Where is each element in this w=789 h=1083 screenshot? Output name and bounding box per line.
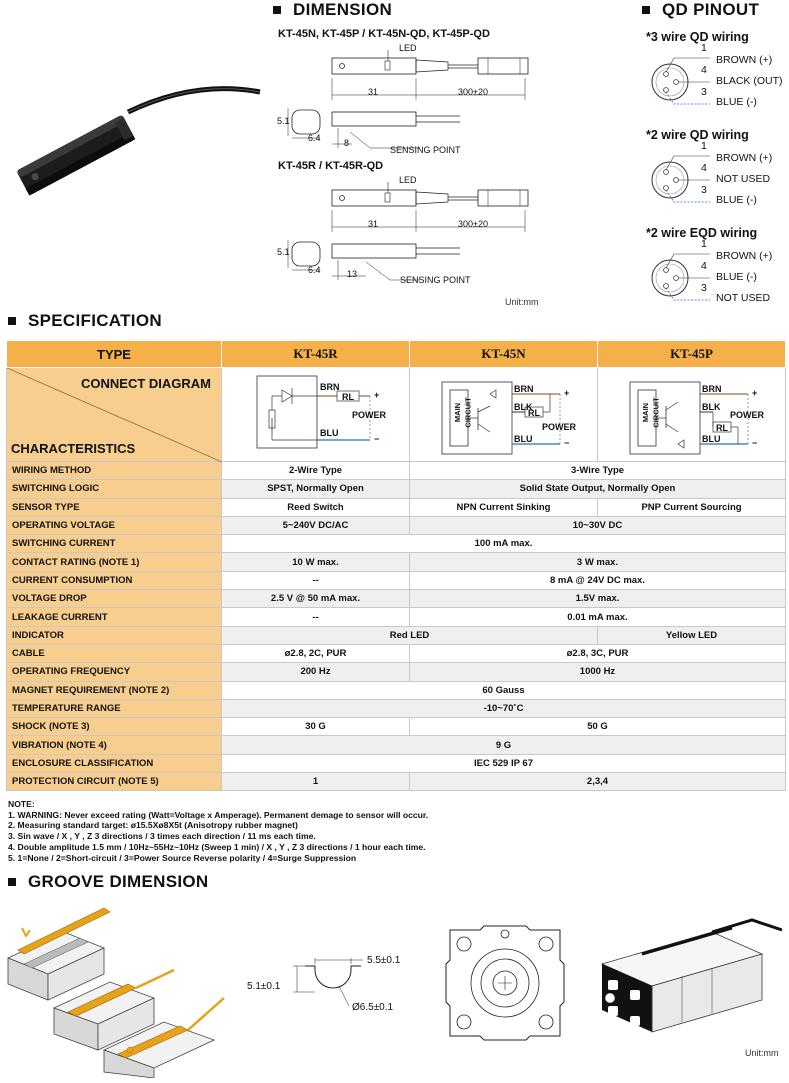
- spec-row: [7, 480, 786, 498]
- specification-title-text: SPECIFICATION: [28, 311, 162, 330]
- spec-value: 10~30V DC: [410, 516, 786, 534]
- spec-label: PROTECTION CIRCUIT (NOTE 5): [7, 773, 222, 791]
- note-line: 5. 1=None / 2=Short-circuit / 3=Power Source Reverse polarity / 4=Surge Suppression: [8, 852, 357, 863]
- height-51-b: 5.1: [277, 247, 290, 257]
- height-51-a: 5.1: [277, 116, 290, 126]
- width-64-b: 6.4: [308, 265, 321, 275]
- groove-d51: [247, 981, 280, 992]
- spec-value: 1.5V max.: [410, 590, 786, 608]
- notes: [8, 799, 428, 863]
- dimension-unit: Unit:mm: [505, 297, 539, 307]
- type-header: TYPE: [7, 341, 222, 368]
- cylinder-end-view: [440, 920, 570, 1045]
- spec-value: 1: [222, 773, 410, 791]
- spec-label: TEMPERATURE RANGE: [7, 699, 222, 717]
- note-line: 1. WARNING: Never exceed rating (Watt=Voltage x Amperage). Permanent demage to sensor will occur.: [8, 809, 429, 820]
- qd-pinout-title: [642, 0, 759, 20]
- groove-d65-value: Ø6.5: [352, 1002, 374, 1013]
- notes-head: NOTE:: [8, 799, 35, 809]
- spec-value: 30 G: [222, 718, 410, 736]
- dimension-title: [273, 0, 392, 20]
- diagram-p-brn: BRN: [702, 384, 722, 394]
- qd-pin-label: BLUE (-): [716, 271, 757, 283]
- groove-d51-value: 5.1: [247, 981, 261, 992]
- spec-row: [7, 718, 786, 736]
- qd-pin-label: BLUE (-): [716, 194, 757, 206]
- diagram-n-circuit: CIRCUIT: [463, 397, 473, 428]
- note-line: 3. Sin wave / X , Y , Z 3 directions / 3 times each direction / 11 ms each time.: [8, 831, 316, 842]
- diagram-n-brn: BRN: [514, 384, 534, 394]
- sensing-point-b: SENSING POINT: [400, 275, 471, 285]
- model-header-p: KT-45P: [598, 341, 786, 368]
- cylinder-3d-view: [592, 914, 782, 1034]
- length-300-a: 300±20: [458, 87, 488, 97]
- qd-pin-label: BLACK (OUT): [716, 75, 783, 87]
- qd-pin-label: NOT USED: [716, 173, 771, 185]
- groove-d55: [367, 955, 400, 966]
- diagram-n-minus: −: [564, 438, 570, 448]
- sensing-point-a: SENSING POINT: [390, 145, 461, 155]
- length-300-b: 300±20: [458, 219, 488, 229]
- diagram-p-main: MAIN: [641, 402, 651, 423]
- led-label-b: LED: [399, 175, 417, 185]
- note-line: 4. Double amplitude 1.5 mm / 10Hz~55Hz~10Hz (Sweep 1 min) / X , Y , Z 3 directions / 1 hour each time.: [8, 841, 426, 852]
- spec-value: -10~70˚C: [222, 699, 786, 717]
- model-a-label: KT-45N, KT-45P / KT-45N-QD, KT-45P-QD: [278, 28, 490, 40]
- spec-row: [7, 535, 786, 553]
- diagram-r-power: POWER: [352, 410, 387, 420]
- groove-title-text: GROOVE DIMENSION: [28, 872, 209, 891]
- spec-label: SHOCK (NOTE 3): [7, 718, 222, 736]
- diagram-n-blk: BLK: [514, 402, 533, 412]
- spec-label: VOLTAGE DROP: [7, 590, 222, 608]
- groove-d65: [352, 1002, 393, 1013]
- qd-pin-number: 1: [701, 238, 707, 250]
- qd-pinout-title-text: QD PINOUT: [662, 0, 760, 19]
- spec-row: [7, 553, 786, 571]
- qd-pin-label: BLUE (-): [716, 96, 757, 108]
- spec-value: NPN Current Sinking: [410, 498, 598, 516]
- diagram-p: [598, 368, 786, 462]
- spec-row: [7, 736, 786, 754]
- qd-connector-icon: [648, 244, 718, 314]
- spec-label: OPERATING FREQUENCY: [7, 663, 222, 681]
- spec-value: 10 W max.: [222, 553, 410, 571]
- qd-pin-number: 4: [701, 64, 707, 76]
- spec-value: 3 W max.: [410, 553, 786, 571]
- qd-pin-number: 3: [701, 86, 707, 98]
- qd-pin-number: 4: [701, 162, 707, 174]
- spec-value: Yellow LED: [598, 626, 786, 644]
- diagram-n-main: MAIN: [453, 402, 463, 423]
- spec-label: WIRING METHOD: [7, 462, 222, 480]
- spec-row: [7, 498, 786, 516]
- sense-13-b: 13: [347, 269, 358, 279]
- diagram-n-plus: +: [564, 388, 570, 398]
- spec-label: SWITCHING LOGIC: [7, 480, 222, 498]
- spec-row: [7, 773, 786, 791]
- spec-value: 2-Wire Type: [222, 462, 410, 480]
- diagram-n-blu: BLU: [514, 434, 533, 444]
- spec-label: LEAKAGE CURRENT: [7, 608, 222, 626]
- spec-value: Solid State Output, Normally Open: [410, 480, 786, 498]
- spec-label: OPERATING VOLTAGE: [7, 516, 222, 534]
- spec-row: [7, 681, 786, 699]
- groove-unit: Unit:mm: [745, 1048, 779, 1058]
- spec-header-row: [7, 341, 786, 368]
- spec-label: SWITCHING CURRENT: [7, 535, 222, 553]
- spec-value: Red LED: [222, 626, 598, 644]
- spec-row: [7, 571, 786, 589]
- spec-value: 8 mA @ 24V DC max.: [410, 571, 786, 589]
- qd-connector-icon: [648, 48, 718, 118]
- groove-d55-value: 5.5: [367, 955, 381, 966]
- spec-label: CONTACT RATING (NOTE 1): [7, 553, 222, 571]
- qd-pin-label: BROWN (+): [716, 152, 773, 164]
- diagram-n-power: POWER: [542, 422, 577, 432]
- spec-row: [7, 663, 786, 681]
- spec-value: SPST, Normally Open: [222, 480, 410, 498]
- spec-value: PNP Current Sourcing: [598, 498, 786, 516]
- diagram-n: [410, 368, 598, 462]
- spec-label: CURRENT CONSUMPTION: [7, 571, 222, 589]
- spec-row: [7, 590, 786, 608]
- spec-label: SENSOR TYPE: [7, 498, 222, 516]
- sensor-photo: [8, 60, 263, 200]
- spec-value: 3-Wire Type: [410, 462, 786, 480]
- spec-value: ø2.8, 2C, PUR: [222, 644, 410, 662]
- spec-value: 2.5 V @ 50 mA max.: [222, 590, 410, 608]
- diagram-n-rl: RL: [528, 408, 540, 418]
- groove-d55-tol: ±0.1: [380, 955, 401, 966]
- diagram-r-plus: +: [374, 390, 380, 400]
- specification-title: [8, 311, 162, 331]
- spec-value: ø2.8, 3C, PUR: [410, 644, 786, 662]
- diagram-r-brn: BRN: [320, 382, 340, 392]
- spec-label: ENCLOSURE CLASSIFICATION: [7, 754, 222, 772]
- spec-value: 1000 Hz: [410, 663, 786, 681]
- connect-diagram-label-cell: [7, 368, 222, 462]
- diagram-p-circuit: CIRCUIT: [651, 397, 661, 428]
- spec-label: MAGNET REQUIREMENT (NOTE 2): [7, 681, 222, 699]
- spec-table: [6, 340, 786, 791]
- spec-value: --: [222, 608, 410, 626]
- spec-value: IEC 529 IP 67: [222, 754, 786, 772]
- spec-value: 60 Gauss: [222, 681, 786, 699]
- diagram-p-blu: BLU: [702, 434, 721, 444]
- diagram-p-power: POWER: [730, 410, 765, 420]
- connect-diagram-row: [7, 368, 786, 462]
- note-line: 2. Measuring standard target: ø15.5Xø8X5t (Anisotropy rubber magnet): [8, 820, 298, 831]
- groove-title: [8, 872, 209, 892]
- dimension-title-text: DIMENSION: [293, 0, 393, 19]
- spec-value: 100 mA max.: [222, 535, 786, 553]
- spec-row: [7, 754, 786, 772]
- length-31-b: 31: [368, 219, 379, 229]
- model-b-label: KT-45R / KT-45R-QD: [278, 160, 384, 172]
- spec-row: [7, 516, 786, 534]
- qd-pin-label: BROWN (+): [716, 250, 773, 262]
- spec-value: 200 Hz: [222, 663, 410, 681]
- diagram-p-plus: +: [752, 388, 758, 398]
- connect-diagram-label: CONNECT DIAGRAM: [81, 376, 211, 391]
- qd-pin-number: 4: [701, 260, 707, 272]
- led-label-a: LED: [399, 43, 417, 53]
- qd-block-title: *2 wire EQD wiring: [646, 226, 758, 240]
- spec-row: [7, 626, 786, 644]
- qd-pin-number: 3: [701, 184, 707, 196]
- qd-block-title: *3 wire QD wiring: [646, 30, 749, 44]
- diagram-r-blu: BLU: [320, 428, 339, 438]
- spec-value: --: [222, 571, 410, 589]
- diagram-p-minus: −: [752, 438, 758, 448]
- spec-value: Reed Switch: [222, 498, 410, 516]
- groove-d65-tol: ±0.1: [373, 1002, 394, 1013]
- spec-row: [7, 608, 786, 626]
- length-31-a: 31: [368, 87, 379, 97]
- spec-row: [7, 699, 786, 717]
- model-header-r: KT-45R: [222, 341, 410, 368]
- qd-pin-label: BROWN (+): [716, 54, 773, 66]
- spec-label: CABLE: [7, 644, 222, 662]
- sense-8-a: 8: [344, 138, 350, 148]
- qd-pin-label: NOT USED: [716, 292, 771, 304]
- model-header-n: KT-45N: [410, 341, 598, 368]
- qd-pin-number: 1: [701, 42, 707, 54]
- spec-value: 2,3,4: [410, 773, 786, 791]
- spec-row: [7, 644, 786, 662]
- diagram-r: [222, 368, 410, 462]
- qd-pin-number: 1: [701, 140, 707, 152]
- diagram-p-blk: BLK: [702, 402, 721, 412]
- width-64-a: 6.4: [308, 133, 321, 143]
- groove-d51-tol: ±0.1: [260, 981, 281, 992]
- groove-install-illustration: [4, 900, 226, 1078]
- characteristics-label: CHARACTERISTICS: [11, 441, 136, 456]
- diagram-r-minus: −: [374, 434, 380, 444]
- spec-value: 0.01 mA max.: [410, 608, 786, 626]
- spec-row: [7, 462, 786, 480]
- spec-value: 9 G: [222, 736, 786, 754]
- spec-body: [7, 462, 786, 791]
- spec-value: 50 G: [410, 718, 786, 736]
- diagram-p-rl: RL: [716, 423, 728, 433]
- spec-label: VIBRATION (NOTE 4): [7, 736, 222, 754]
- diagram-r-rl: RL: [342, 392, 354, 402]
- spec-label: INDICATOR: [7, 626, 222, 644]
- qd-connector-icon: [648, 146, 718, 216]
- qd-block-title: *2 wire QD wiring: [646, 128, 749, 142]
- qd-pin-number: 3: [701, 282, 707, 294]
- spec-value: 5~240V DC/AC: [222, 516, 410, 534]
